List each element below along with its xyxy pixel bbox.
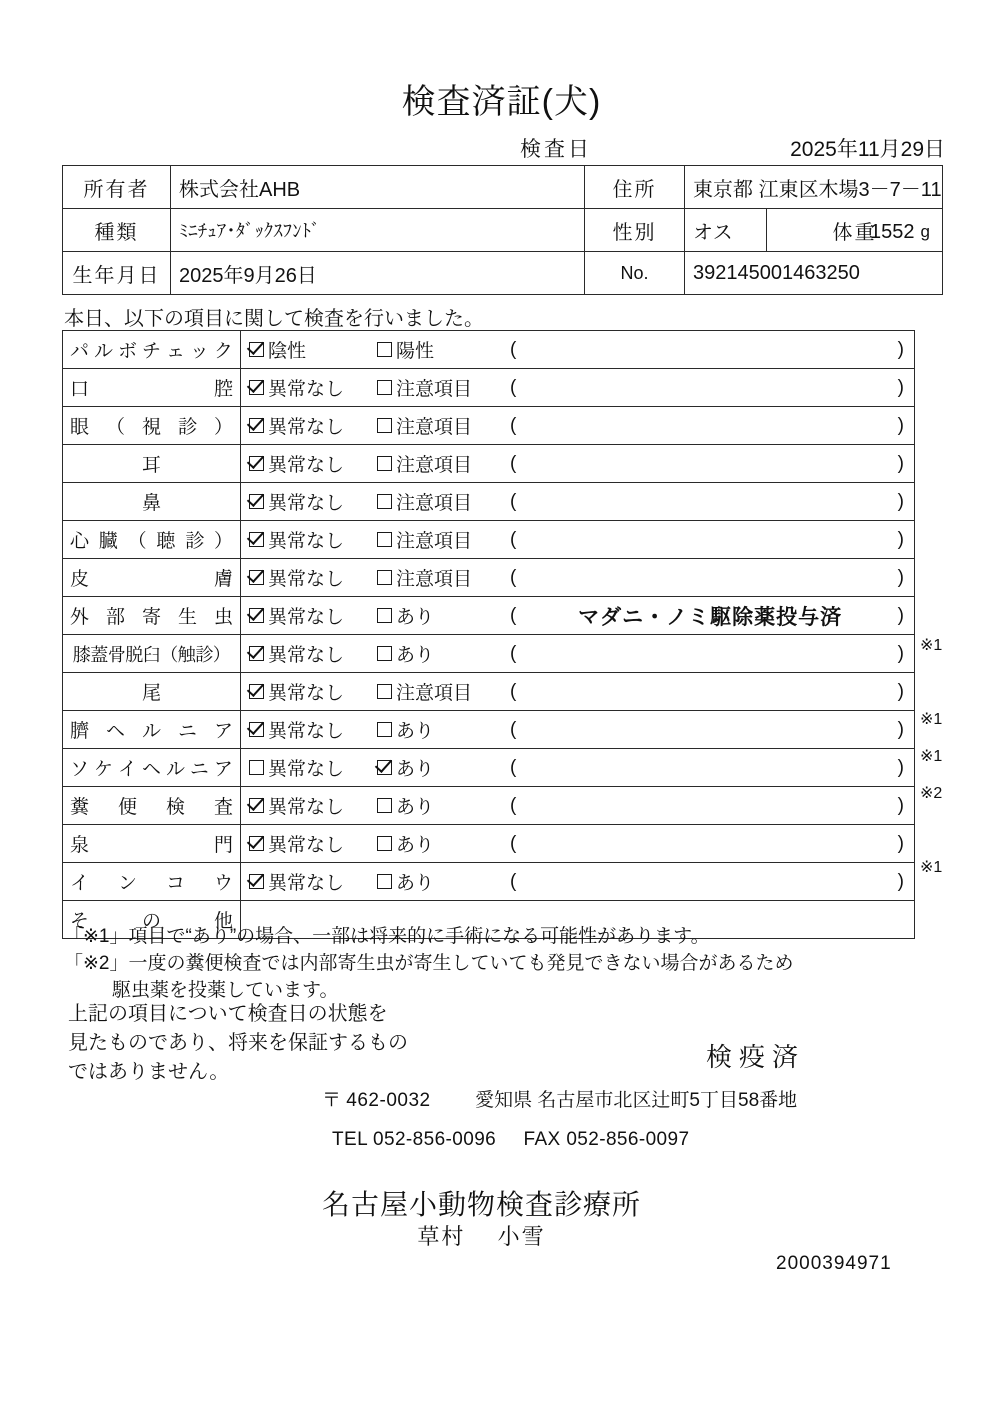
checkbox-checked-icon[interactable] xyxy=(249,608,264,623)
checkbox-option-label: 異常なし xyxy=(268,721,345,742)
checkbox-option-2[interactable] xyxy=(377,868,502,895)
paren-open: ( xyxy=(510,490,517,512)
checkbox-option-2[interactable] xyxy=(377,488,502,515)
checkbox-option-2[interactable] xyxy=(377,678,502,705)
checklist-row-body xyxy=(241,445,914,482)
checkbox-option-1[interactable] xyxy=(249,830,377,857)
paren-open: ( xyxy=(510,566,517,588)
weight-label: 体重 xyxy=(767,209,943,252)
checkbox-checked-icon[interactable] xyxy=(249,646,264,661)
checklist-row-body-cell xyxy=(241,635,915,673)
checkbox-option-label: 異常なし xyxy=(268,797,345,818)
footnote-marker: ※2 xyxy=(920,785,943,802)
checklist-row-label: 口 腔 xyxy=(70,379,233,400)
checkbox-option-2[interactable] xyxy=(377,602,502,629)
checkbox-option-label: 注意項目 xyxy=(396,683,473,704)
inspection-date-line xyxy=(520,133,945,163)
paren-close: ) xyxy=(897,794,904,816)
footnote-1: 「※1」項目で“あり”の場合、一部は将来的に手術になる可能性があります。 xyxy=(64,926,710,947)
footnote-marker: ※1 xyxy=(920,748,943,765)
checkbox-option-label: 陰性 xyxy=(268,341,307,362)
checklist-row-body xyxy=(241,673,914,710)
checklist-row-body xyxy=(241,597,914,634)
paren-close: ) xyxy=(897,642,904,664)
checkbox-option-2[interactable] xyxy=(377,374,502,401)
checklist-row-label-cell xyxy=(63,369,241,407)
checkbox-empty-icon[interactable] xyxy=(377,874,392,889)
paren-close: ) xyxy=(897,604,904,626)
postal-mark-icon: 〒 xyxy=(322,1090,342,1111)
clinic-tel: TEL 052-856-0096 xyxy=(332,1129,497,1150)
table-row xyxy=(63,597,915,635)
checklist-row-body xyxy=(241,521,914,558)
checklist-row-label: イ ン コ ウ xyxy=(70,873,233,894)
checkbox-empty-icon[interactable] xyxy=(377,798,392,813)
table-row xyxy=(63,445,915,483)
checklist-row-label: パ ル ボ チ ェ ッ ク xyxy=(70,341,233,362)
checkbox-option-1[interactable] xyxy=(249,488,377,515)
paren-open: ( xyxy=(510,794,517,816)
checkbox-option-label: 異常なし xyxy=(268,493,345,514)
paren-close: ) xyxy=(897,490,904,512)
paren-open: ( xyxy=(510,718,517,740)
checklist-row-body xyxy=(241,407,914,444)
paren-open: ( xyxy=(510,452,517,474)
checkbox-checked-icon[interactable] xyxy=(249,836,264,851)
checklist-row-body xyxy=(241,749,914,786)
checklist-row-label-cell xyxy=(63,749,241,787)
footnote-2-line2: 駆虫薬を投薬しています。 xyxy=(112,979,339,1001)
weight-value: 1552 xyxy=(870,220,915,243)
checkbox-option-label: 注意項目 xyxy=(396,531,473,552)
checklist-row-label: 膝蓋骨脱臼（触診） xyxy=(72,644,231,665)
table-row-owner xyxy=(63,166,943,209)
checkbox-option-1[interactable] xyxy=(249,792,377,819)
table-row xyxy=(63,711,915,749)
checkbox-option-label: 陽性 xyxy=(396,341,435,362)
checkbox-empty-icon[interactable] xyxy=(377,532,392,547)
checklist-row-label: 尾 xyxy=(141,683,161,704)
checkbox-empty-icon[interactable] xyxy=(249,760,264,775)
checkbox-option-label: 異常なし xyxy=(268,607,345,628)
checkbox-option-label: 注意項目 xyxy=(396,569,473,590)
checkbox-empty-icon[interactable] xyxy=(377,380,392,395)
checkbox-option-label: 異常なし xyxy=(268,645,345,666)
checkbox-checked-icon[interactable] xyxy=(249,532,264,547)
clinic-contact-line xyxy=(332,1129,689,1151)
checklist-row-body-cell xyxy=(241,711,915,749)
checkbox-checked-icon[interactable] xyxy=(249,722,264,737)
table-row xyxy=(63,749,915,787)
checkbox-option-label: 異常なし xyxy=(268,455,345,476)
checkbox-checked-icon[interactable] xyxy=(249,570,264,585)
checklist-row-label-cell xyxy=(63,521,241,559)
checklist-row-body-cell xyxy=(241,483,915,521)
checkbox-option-1[interactable] xyxy=(249,412,377,439)
checkbox-option-1[interactable] xyxy=(249,716,377,743)
veterinarian-name xyxy=(0,1220,983,1251)
checkbox-option-2[interactable] xyxy=(377,716,502,743)
checkbox-option-2[interactable] xyxy=(377,640,502,667)
disclaimer-line-1: 上記の項目について検査日の状態を xyxy=(68,1003,388,1025)
checkbox-option-1[interactable] xyxy=(249,602,377,629)
table-row xyxy=(63,369,915,407)
disclaimer-line-3: ではありません。 xyxy=(68,1061,230,1083)
checkbox-option-label: あり xyxy=(396,835,435,856)
checklist-row-label: 鼻 xyxy=(141,493,161,514)
checkbox-option-label: あり xyxy=(396,607,435,628)
checklist-row-body-cell xyxy=(241,445,915,483)
footnote-marker: ※1 xyxy=(920,637,943,654)
checklist-row-body-cell xyxy=(241,673,915,711)
clinic-fax: FAX 052-856-0097 xyxy=(523,1129,690,1150)
checkbox-option-label: あり xyxy=(396,873,435,894)
checkbox-option-1[interactable] xyxy=(249,374,377,401)
paren-close: ) xyxy=(897,452,904,474)
checkbox-empty-icon[interactable] xyxy=(377,836,392,851)
checkbox-option-label: 異常なし xyxy=(268,569,345,590)
footnotes xyxy=(64,924,794,1005)
paren-open: ( xyxy=(510,338,517,360)
checkbox-option-1[interactable] xyxy=(249,640,377,667)
table-row xyxy=(63,559,915,597)
checkbox-option-label: あり xyxy=(396,797,435,818)
checklist-row-body xyxy=(241,369,914,406)
table-row xyxy=(63,331,915,369)
checkbox-option-label: 異常なし xyxy=(268,873,345,894)
weight-value-wrap xyxy=(756,211,942,253)
clinic-name: 名古屋小動物検査診療所 xyxy=(321,1189,641,1220)
checklist-row-body xyxy=(241,331,914,368)
checkbox-option-label: 注意項目 xyxy=(396,417,473,438)
checkbox-checked-icon[interactable] xyxy=(249,494,264,509)
checkbox-empty-icon[interactable] xyxy=(377,494,392,509)
checkbox-empty-icon[interactable] xyxy=(377,342,392,357)
paren-close: ) xyxy=(897,756,904,778)
paren-close: ) xyxy=(897,528,904,550)
paren-open: ( xyxy=(510,756,517,778)
checklist-row-body xyxy=(241,825,914,862)
footnote-2-line1: 「※2」一度の糞便検査では内部寄生虫が寄生していても発見できない場合があるため xyxy=(64,952,794,974)
checkbox-checked-icon[interactable] xyxy=(249,874,264,889)
paren-open: ( xyxy=(510,642,517,664)
checkbox-empty-icon[interactable] xyxy=(377,722,392,737)
checklist-row-note[interactable]: マダニ・ノミ駆除薬投与済 xyxy=(578,605,843,629)
checklist-row-body xyxy=(241,711,914,748)
birthdate-value: 2025年9月26日 xyxy=(171,252,585,295)
checklist-row-body-cell xyxy=(241,559,915,597)
veterinarian-given-name: 小雪 xyxy=(497,1224,546,1249)
checkbox-option-1[interactable] xyxy=(249,678,377,705)
checklist-row-body-cell xyxy=(241,597,915,635)
registration-number-value: 392145001463250 xyxy=(685,252,943,295)
checkbox-option-1[interactable] xyxy=(249,450,377,477)
checklist-row-label-cell xyxy=(63,559,241,597)
checklist-row-label: ソ ケ イ ヘ ル ニ ア xyxy=(70,759,233,780)
checkbox-option-1[interactable] xyxy=(249,754,377,781)
footnote-marker: ※1 xyxy=(920,711,943,728)
checklist-row-label: 皮 膚 xyxy=(70,569,233,590)
paren-open: ( xyxy=(510,870,517,892)
table-row xyxy=(63,407,915,445)
checkbox-option-label: あり xyxy=(396,645,435,666)
checkbox-option-2[interactable] xyxy=(377,336,502,363)
checklist-row-label-cell xyxy=(63,825,241,863)
checklist-row-label-cell xyxy=(63,407,241,445)
checklist-row-label-cell xyxy=(63,787,241,825)
checkbox-option-2[interactable] xyxy=(377,792,502,819)
registration-number-label: No. xyxy=(585,252,685,295)
clinic-postal-code: 462-0032 xyxy=(346,1090,431,1111)
table-row-birthdate xyxy=(63,252,943,295)
paren-close: ) xyxy=(897,338,904,360)
checklist-row-body xyxy=(241,559,914,596)
checkbox-option-label: あり xyxy=(396,721,435,742)
checkbox-option-label: 注意項目 xyxy=(396,493,473,514)
checkbox-checked-icon[interactable] xyxy=(249,342,264,357)
paren-close: ) xyxy=(897,870,904,892)
checklist-row-label: 臍 ヘ ル ニ ア xyxy=(70,721,233,742)
sex-value: オス xyxy=(685,209,767,252)
address-label: 住所 xyxy=(585,166,685,209)
footnote-marker: ※1 xyxy=(920,859,943,876)
checkbox-empty-icon[interactable] xyxy=(377,570,392,585)
breed-label: 種類 xyxy=(63,209,171,252)
checklist-row-body-cell xyxy=(241,863,915,901)
owner-value: 株式会社AHB xyxy=(171,166,585,209)
table-row xyxy=(63,483,915,521)
paren-open: ( xyxy=(510,680,517,702)
quarantine-stamp: 検疫済 xyxy=(706,1042,806,1072)
table-row xyxy=(63,521,915,559)
checkbox-option-1[interactable] xyxy=(249,564,377,591)
sex-label: 性別 xyxy=(585,209,685,252)
checkbox-checked-icon[interactable] xyxy=(249,684,264,699)
checklist-row-body-cell xyxy=(241,749,915,787)
checkbox-option-2[interactable] xyxy=(377,526,502,553)
veterinarian-surname: 草村 xyxy=(417,1224,466,1249)
checkbox-option-1[interactable] xyxy=(249,526,377,553)
checkbox-checked-icon[interactable] xyxy=(377,760,392,775)
checklist-row-label-cell xyxy=(63,597,241,635)
checkbox-option-2[interactable] xyxy=(377,564,502,591)
checkbox-option-label: 異常なし xyxy=(268,759,345,780)
checklist-row-label: そ の 他 xyxy=(70,911,233,932)
checkbox-checked-icon[interactable] xyxy=(249,418,264,433)
checkbox-empty-icon[interactable] xyxy=(377,418,392,433)
owner-label: 所有者 xyxy=(63,166,171,209)
checklist-row-label: 糞 便 検 査 xyxy=(70,797,233,818)
checkbox-checked-icon[interactable] xyxy=(249,798,264,813)
table-row xyxy=(63,673,915,711)
page-title: 検査済証(犬) xyxy=(401,83,602,121)
paren-close: ) xyxy=(897,718,904,740)
paren-close: ) xyxy=(897,414,904,436)
checklist-row-label-cell xyxy=(63,445,241,483)
inspection-checklist-table xyxy=(62,330,915,939)
checkbox-empty-icon[interactable] xyxy=(377,608,392,623)
paren-open: ( xyxy=(510,604,517,626)
paren-close: ) xyxy=(897,832,904,854)
checkbox-option-label: 異常なし xyxy=(268,379,345,400)
checklist-row-body xyxy=(241,787,914,824)
checklist-row-label: 心 臓 （ 聴 診 ） xyxy=(70,531,233,552)
checklist-row-body xyxy=(241,483,914,520)
paren-open: ( xyxy=(510,414,517,436)
checklist-row-body-cell xyxy=(241,521,915,559)
checkbox-option-label: 異常なし xyxy=(268,417,345,438)
checklist-row-label-cell xyxy=(63,711,241,749)
checklist-row-body-cell xyxy=(241,407,915,445)
checkbox-option-label: 注意項目 xyxy=(396,455,473,476)
paren-open: ( xyxy=(510,528,517,550)
clinic-address-line xyxy=(322,1085,797,1112)
checklist-row-body-cell xyxy=(241,787,915,825)
checklist-row-body xyxy=(241,863,914,900)
weight-unit: g xyxy=(920,222,930,241)
checklist-row-label-cell xyxy=(63,331,241,369)
checkbox-option-label: 異常なし xyxy=(268,531,345,552)
paren-open: ( xyxy=(510,376,517,398)
checklist-row-body-cell xyxy=(241,825,915,863)
table-row xyxy=(63,635,915,673)
table-row xyxy=(63,825,915,863)
birthdate-label: 生年月日 xyxy=(63,252,171,295)
checkbox-empty-icon[interactable] xyxy=(377,456,392,471)
checklist-row-label-cell xyxy=(63,673,241,711)
clinic-address: 愛知県 名古屋市北区辻町5丁目58番地 xyxy=(475,1090,798,1111)
checkbox-option-2[interactable] xyxy=(377,412,502,439)
inspection-date-value: 2025年11月29日 xyxy=(790,138,945,161)
checkbox-checked-icon[interactable] xyxy=(249,456,264,471)
paren-open: ( xyxy=(510,832,517,854)
breed-value: ﾐﾆﾁｭｱ･ﾀﾞｯｸｽﾌﾝﾄﾞ xyxy=(171,209,585,252)
checkbox-option-1[interactable] xyxy=(249,336,377,363)
checklist-row-label: 耳 xyxy=(141,455,161,476)
checkbox-option-2[interactable] xyxy=(377,830,502,857)
checklist-row-label: 泉 門 xyxy=(70,835,233,856)
checklist-row-body-cell xyxy=(241,331,915,369)
disclaimer-line-2: 見たものであり、将来を保証するもの xyxy=(68,1032,408,1054)
checkbox-empty-icon[interactable] xyxy=(377,646,392,661)
intro-text: 本日、以下の項目に関して検査を行いました。 xyxy=(64,308,484,330)
table-row xyxy=(63,863,915,901)
paren-close: ) xyxy=(897,376,904,398)
checkbox-checked-icon[interactable] xyxy=(249,380,264,395)
checkbox-option-label: あり xyxy=(396,759,435,780)
checklist-row-label-cell xyxy=(63,635,241,673)
serial-number: 2000394971 xyxy=(776,1253,892,1274)
checkbox-option-label: 注意項目 xyxy=(396,379,473,400)
checklist-row-label-cell xyxy=(63,863,241,901)
checklist-row-body-cell xyxy=(241,369,915,407)
checkbox-option-2[interactable] xyxy=(377,754,502,781)
paren-close: ) xyxy=(897,566,904,588)
inspection-date-label: 検査日 xyxy=(520,138,592,161)
checklist-row-label: 外 部 寄 生 虫 xyxy=(70,607,233,628)
checklist-row-body xyxy=(241,635,914,672)
checkbox-option-1[interactable] xyxy=(249,868,377,895)
table-row xyxy=(63,787,915,825)
disclaimer xyxy=(68,1000,408,1087)
address-value: 東京都 江東区木場3－7－11 xyxy=(685,166,943,209)
checkbox-empty-icon[interactable] xyxy=(377,684,392,699)
checklist-row-label: 眼 （ 視 診 ） xyxy=(70,417,233,438)
checkbox-option-2[interactable] xyxy=(377,450,502,477)
checkbox-option-label: 異常なし xyxy=(268,835,345,856)
checkbox-option-label: 異常なし xyxy=(268,683,345,704)
checklist-row-label-cell xyxy=(63,483,241,521)
paren-close: ) xyxy=(897,680,904,702)
